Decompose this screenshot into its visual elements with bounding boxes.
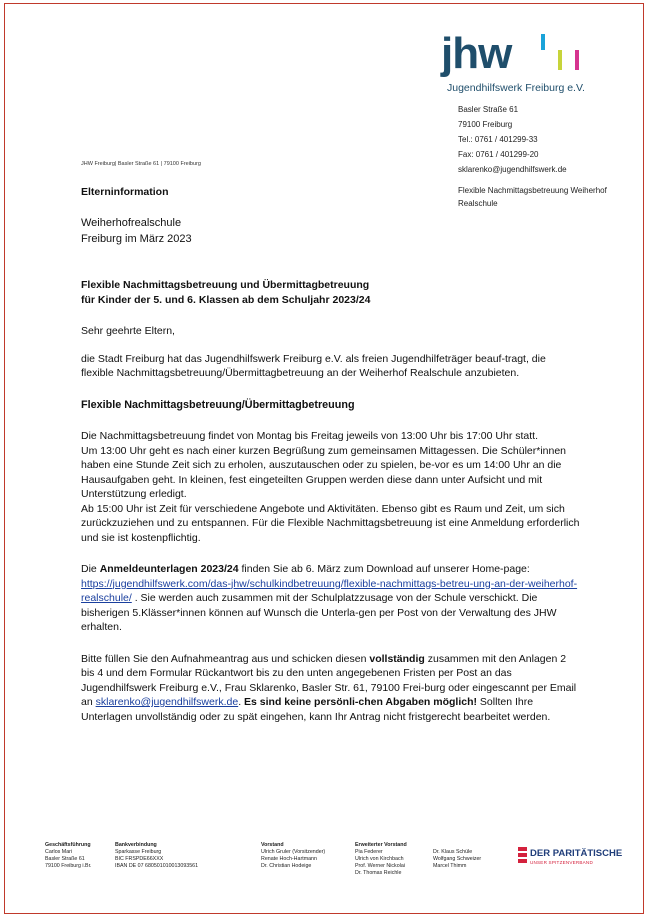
address-tel: Tel.: 0761 / 401299-33	[458, 135, 538, 144]
subject-line-2: für Kinder der 5. und 6. Klassen ab dem Schuljahr 2023/24	[81, 293, 371, 306]
reference-line: Flexible Nachmittagsbetreuung Weiherhof Realschule	[458, 186, 607, 208]
sender-address-block	[458, 102, 567, 177]
footer-bank-line: IBAN DE 07 680501010013093561	[115, 863, 199, 869]
logo-bar-green	[558, 50, 562, 70]
letter-page	[4, 3, 644, 914]
schedule-paragraph: Die Nachmittagsbetreuung findet von Montag bis Freitag jeweils von 13:00 Uhr bis 17:00 Uhr statt.	[81, 430, 538, 442]
footer-management-heading: Geschäftsführung	[45, 842, 91, 848]
section-heading: Flexible Nachmittagsbetreuung/Übermittagbetreuung	[81, 398, 355, 411]
footer-extended-board-line: Wolfgang Schweizer	[433, 856, 482, 862]
footer-extended-board-line: Ulrich von Kirchbach	[355, 856, 404, 862]
instructions-bold-complete: vollständig	[369, 652, 425, 665]
subject-line-1: Flexible Nachmittagsbetreuung und Übermittagbetreuung	[81, 279, 370, 291]
instructions-pre: Bitte füllen Sie den Aufnahmeantrag aus und schicken diesen	[81, 652, 370, 665]
paritaetische-logo	[518, 847, 630, 867]
letter-body	[81, 278, 581, 724]
instructions-paragraph	[81, 652, 581, 725]
downloads-paragraph	[81, 562, 581, 635]
paritaetische-mark-icon	[518, 847, 527, 867]
footer-management-line: 79100 Freiburg i.Br.	[45, 863, 92, 869]
paritaetische-sub: UNSER SPITZENVERBAND	[530, 860, 593, 865]
footer-management-line: Carlos Mari	[45, 849, 73, 855]
address-street: Basler Straße 61	[458, 105, 519, 114]
homepage-link[interactable]: https://jugendhilfswerk.com/das-jhw/schulkindbetreuung/flexible-nachmittags-betreu-ung-an-der-weiherhof-realschule/	[81, 577, 578, 604]
footer-extended-board-heading: Erweiterter Vorstand	[355, 842, 407, 848]
downloads-pre: Die	[81, 563, 100, 575]
downloads-bold: Anmeldeunterlagen 2023/24	[99, 563, 239, 575]
footer-extended-board	[355, 842, 407, 877]
footer-board	[261, 842, 325, 870]
footer-board-line: Dr. Christian Hodeige	[261, 863, 312, 869]
sender-line: JHW Freiburg| Basler Straße 61 | 79100 Freiburg	[81, 161, 201, 167]
footer-extended-board-line: Prof. Werner Nickolai	[355, 863, 405, 869]
school-block	[81, 215, 192, 247]
intro-paragraph: die Stadt Freiburg hat das Jugendhilfswerk Freiburg e.V. als freien Jugendhilfeträger beauf-tragt, die flexible Nachmittagsbetreuung/Übermittagbetreuung an der Weiherhof Realschule anzubieten.	[81, 352, 546, 379]
logo-bar-pink	[575, 50, 579, 70]
instructions-dot: .	[238, 696, 245, 708]
lunch-paragraph: Um 13:00 Uhr geht es nach einer kurzen Begrüßung zum gemeinsamen Mittagessen. Die Schüler*innen haben eine Stunde Zeit sich zu erholen, auszutauschen oder zu spielen, be-vor es um 14:00 Uhr an die Hausaufgaben geht. In kleinen, fest eingeteilten Gruppen werden diese dann unter Aufsicht und mit Unterstützung erledigt.	[81, 444, 567, 500]
downloads-mid: finden Sie ab 6. März zum Download auf unserer Home-page:	[238, 563, 530, 575]
salutation: Sehr geehrte Eltern,	[81, 325, 175, 337]
place-date: Freiburg im März 2023	[81, 233, 192, 245]
footer-board-line: Ulrich Gruler (Vorsitzender)	[261, 849, 326, 855]
instructions-post: Sollten Ihre Unterlagen unvollständig oder zu spät eingehen, kann Ihr Antrag nicht fristgerecht bearbeitet werden.	[81, 696, 551, 723]
footer-management	[45, 842, 92, 870]
logo-subtitle: Jugendhilfswerk Freiburg e.V.	[447, 82, 585, 94]
address-email: sklarenko@jugendhilfswerk.de	[458, 165, 567, 174]
footer-management-line: Basler Straße 61	[45, 856, 85, 862]
address-city: 79100 Freiburg	[458, 120, 513, 129]
instructions-mid: zusammen mit den Anlagen 2 bis 4 und dem Formular Rückantwort bis zu den unten angegebenen Fristen per Post an das Jugendhilfswerk Freiburg e.V., Frau Sklarenko, Basler Str. 61, 79100 Frei-burg oder eingescannt per Email an	[81, 652, 577, 708]
instructions-bold-warning: Es sind keine persönli-chen Abgaben möglich!	[244, 696, 478, 708]
footer-bank	[115, 842, 198, 870]
email-link[interactable]: sklarenko@jugendhilfswerk.de	[95, 696, 239, 708]
downloads-post: . Sie werden auch zusammen mit der Schulplatzzusage von der Schule verschickt. Die bisherigen 5.Klässer*innen können auf Wunsch die Unterla-gen per Post von der Verwaltung des JHW erhalten.	[81, 592, 557, 633]
address-fax: Fax: 0761 / 401299-20	[458, 150, 539, 159]
footer-extended-board-line: Dr. Klaus Schüle	[433, 849, 473, 855]
footer-board-line: Renate Hoch-Hartmann	[261, 856, 317, 862]
footer-bank-line: BIC FRSPDE66XXX	[115, 856, 164, 862]
jhw-logo	[439, 30, 629, 102]
footer-extended-board-line: Marcel Thimm	[433, 863, 467, 869]
footer-bank-line: Sparkasse Freiburg	[115, 849, 162, 855]
document-title: Elterninformation	[81, 186, 169, 198]
footer-bank-heading: Bankverbindung	[115, 842, 157, 848]
footer-extended-board-line: Dr. Thomas Reichle	[355, 870, 402, 876]
logo-wordmark: jhw	[441, 29, 512, 78]
activities-paragraph: Ab 15:00 Uhr ist Zeit für verschiedene Angebote und Aktivitäten. Ebenso gibt es Raum und Zeit, um sich zurückzuziehen und zu entspannen. Für die Flexible Nachmittagsbetreuung ist eine Anmeldung erforderlich und sie ist kostenpflichtig.	[81, 502, 580, 544]
footer-extended-board-line: Pia Federer	[355, 849, 383, 855]
footer-board-heading: Vorstand	[261, 842, 284, 848]
logo-bar-blue	[541, 34, 545, 50]
school-name: Weiherhofrealschule	[81, 217, 182, 229]
paritaetische-name: DER PARITÄTISCHE	[530, 848, 623, 859]
footer-extended-board-2	[433, 849, 481, 870]
